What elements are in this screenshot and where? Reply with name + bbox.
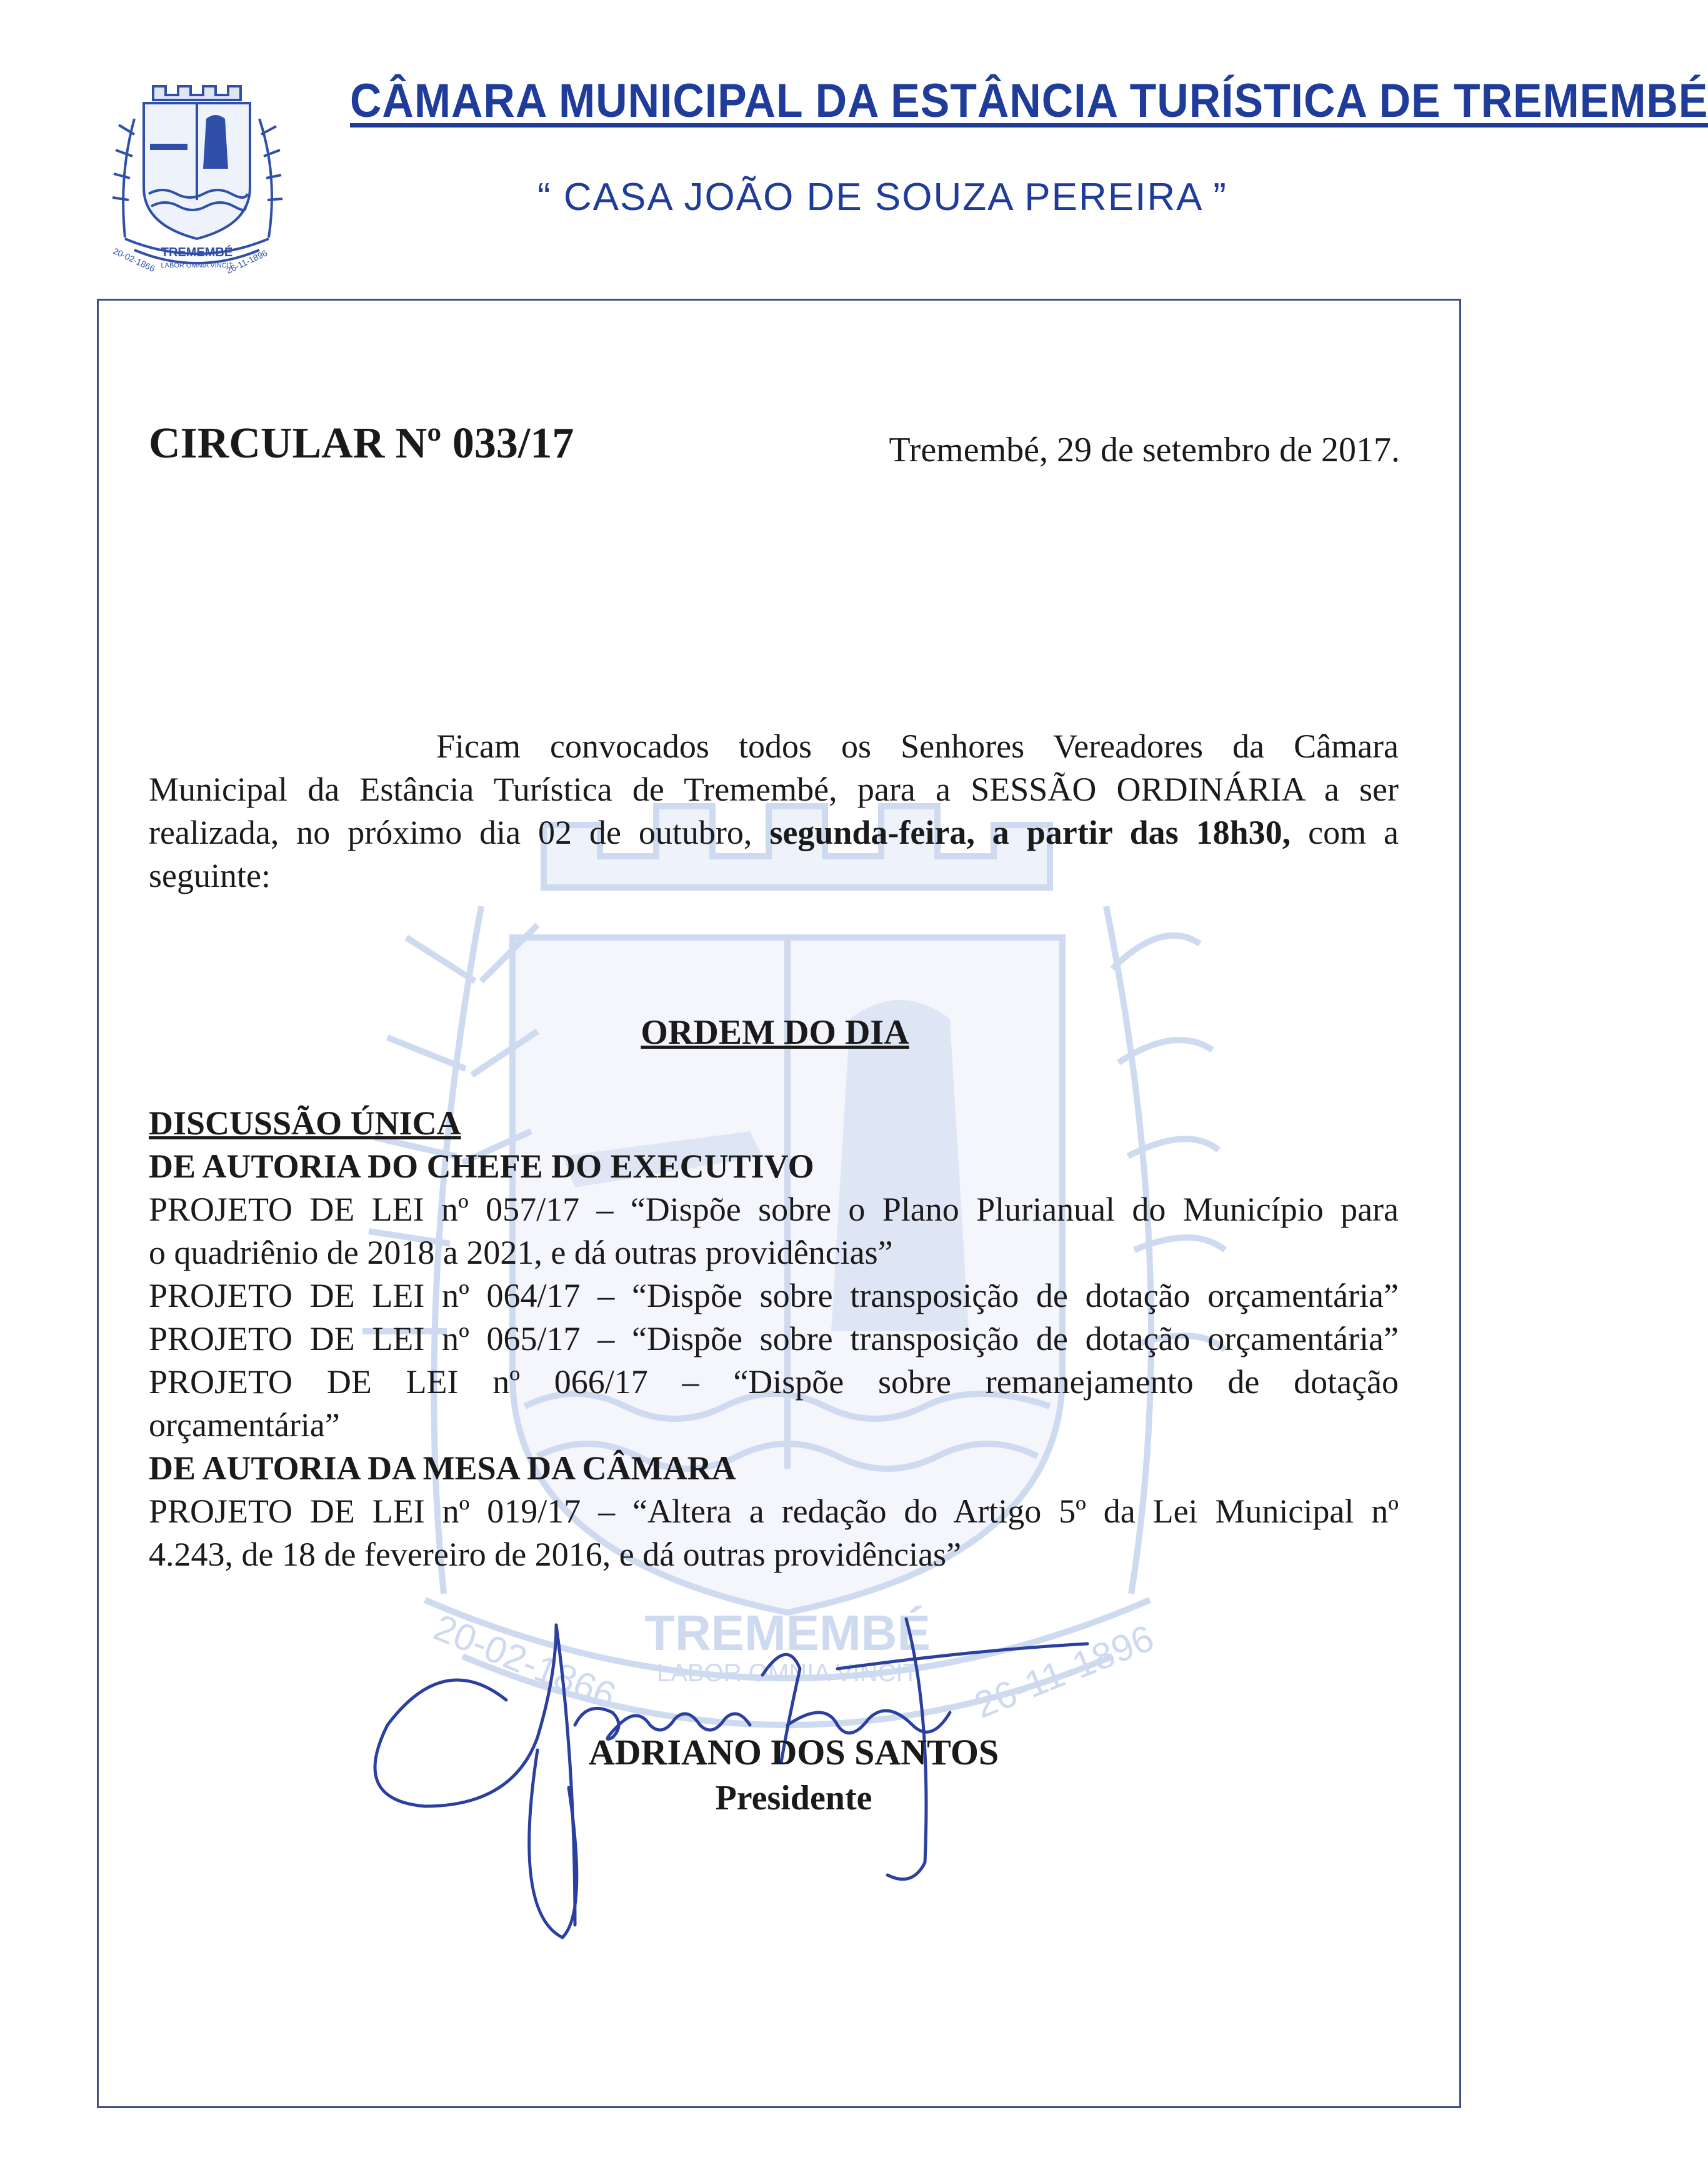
body-text-end: com a seguinte: bbox=[149, 814, 1399, 894]
seal-motto-text: LABOR OMNIA VINCIT bbox=[161, 262, 233, 269]
body-text-bold: segunda-feira, a partir das 18h30, bbox=[769, 814, 1291, 851]
bill-065: PROJETO DE LEI nº 065/17 – “Dispõe sobre transposição de dotação orçamentária” bbox=[149, 1320, 1399, 1358]
body-text-start: Ficam convocados todos os Senhores Vereadores da Câmara Municipal da Estância Turística de Tremembé, para a SESSÃO ORDINÁRIA a ser realizada, no próximo dia 02 de outubro, bbox=[149, 728, 1399, 851]
watermark-date-left: 20-02-1866 bbox=[428, 1606, 622, 1718]
signatory-role: Presidente bbox=[715, 1779, 872, 1818]
circular-date: Tremembé, 29 de setembro de 2017. bbox=[889, 431, 1400, 469]
watermark-date-right: 26-11-1896 bbox=[968, 1616, 1160, 1727]
section-discussion: DISCUSSÃO ÚNICA bbox=[149, 1104, 461, 1142]
watermark-motto-text: LABOR OMNIA VINCIT bbox=[657, 1659, 918, 1687]
bill-057-line1: PROJETO DE LEI nº 057/17 – “Dispõe sobre o Plano Plurianual do Município para bbox=[149, 1191, 1399, 1228]
bill-066-line2: orçamentária” bbox=[149, 1406, 340, 1444]
seal-city-text: TREMEMBÉ bbox=[161, 246, 233, 259]
seal-date-right: 26-11-1896 bbox=[224, 248, 269, 276]
ordem-do-dia-title: ORDEM DO DIA bbox=[641, 1013, 909, 1052]
bill-019-line1: PROJETO DE LEI nº 019/17 – “Altera a redação do Artigo 5º da Lei Municipal nº bbox=[149, 1492, 1399, 1530]
header-title: CÂMARA MUNICIPAL DA ESTÂNCIA TURÍSTICA DE TREMEMBÉ bbox=[350, 74, 1708, 128]
bill-064: PROJETO DE LEI nº 064/17 – “Dispõe sobre transposição de dotação orçamentária” bbox=[149, 1277, 1399, 1314]
signatory-name: ADRIANO DOS SANTOS bbox=[588, 1732, 999, 1772]
seal-date-left: 20-02-1866 bbox=[111, 246, 157, 274]
author-executive-heading: DE AUTORIA DO CHEFE DO EXECUTIVO bbox=[149, 1148, 814, 1185]
handwritten-signature bbox=[350, 1600, 1100, 1950]
header-subtitle: “ CASA JOÃO DE SOUZA PEREIRA ” bbox=[537, 176, 1227, 219]
bill-057-line2: o quadriênio de 2018 a 2021, e dá outras providências” bbox=[149, 1234, 893, 1271]
circular-number: CIRCULAR Nº 033/17 bbox=[149, 419, 574, 468]
bill-019-line2: 4.243, de 18 de fevereiro de 2016, e dá outras providências” bbox=[149, 1536, 962, 1573]
author-mesa-heading: DE AUTORIA DA MESA DA CÂMARA bbox=[149, 1449, 736, 1487]
convocation-paragraph bbox=[149, 725, 1399, 898]
agenda-list bbox=[149, 1102, 1399, 1576]
municipal-seal-logo bbox=[100, 75, 294, 288]
bill-066-line1: PROJETO DE LEI nº 066/17 – “Dispõe sobre remanejamento de dotação bbox=[149, 1363, 1399, 1401]
watermark-city-text: TREMEMBÉ bbox=[644, 1605, 931, 1661]
